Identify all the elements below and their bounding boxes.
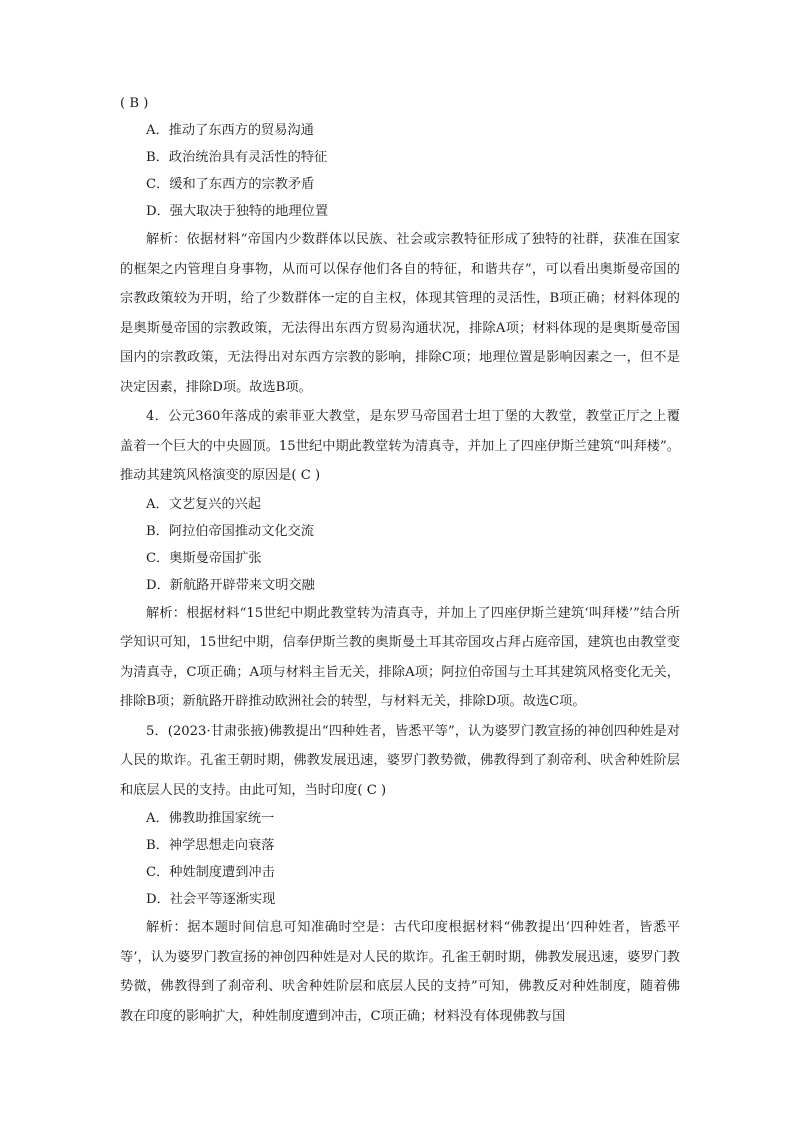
q4-option-a: A．文艺复兴的兴起: [146, 496, 262, 512]
q5-option-b: B．神学思想走向衰落: [146, 838, 275, 853]
q5-option-d: D．社会平等逐渐实现: [146, 892, 276, 907]
q5-stem: 5．(2023·甘肃张掖)佛教提出“四种姓者，皆悉平等”，认为婆罗门教宣扬的神创四种姓是对人民的欺诈。孔雀王朝时期，佛教发展迅速，婆罗门教势微，佛教得到了刹帝利、吠舍种姓阶层和底层人民的支持。由此可知，当时印度( C ): [120, 723, 680, 798]
q5-options: [120, 805, 680, 913]
q4-option-b: B．阿拉伯帝国推动文化交流: [146, 523, 314, 539]
q3-option-a: A．推动了东西方的贸易沟通: [146, 123, 314, 138]
q3-options: [120, 117, 680, 225]
q3-option-b: B．政治统治具有灵活性的特征: [146, 150, 328, 165]
q4-option-d: D．新航路开辟带来文明交融: [146, 577, 315, 593]
q3-analysis: 解析：依据材料“帝国内少数群体以民族、社会或宗教特征形成了独特的社群，获准在国家的框架之内管理自身事物，从而可以保存他们各自的特征，和谐共存”，可以看出奥斯曼帝国的宗教政策较为开明，给了少数群体一定的自主权，体现其管理的灵活性，B项正确；材料体现的是奥斯曼帝国的宗教政策，无法得出东西方贸易沟通状况，排除A项；材料体现的是奥斯曼帝国国内的宗教政策，无法得出对东西方宗教的影响，排除C项；地理位置是影响因素之一，但不是决定因素，排除D项。故选B项。: [120, 232, 680, 395]
q5-analysis: 解析：据本题时间信息可知准确时空是：古代印度根据材料“佛教提出‘四种姓者，皆悉平等’，认为婆罗门教宣扬的神创四种姓是对人民的欺诈。孔雀王朝时期，佛教发展迅速，婆罗门教势微，佛教得到了刹帝利、吠舍种姓阶层和底层人民的支持”可知，佛教反对种姓制度，随着佛教在印度的影响扩大，种姓制度遭到冲击，C项正确；材料没有体现佛教与国: [120, 920, 680, 1024]
document-page: [120, 90, 680, 1031]
q4-analysis: 解析：根据材料“15世纪中期此教堂转为清真寺，并加上了四座伊斯兰建筑‘叫拜楼’”结合所学知识可知，15世纪中期，信奉伊斯兰教的奥斯曼土耳其帝国攻占拜占庭帝国，建筑也由教堂变为清真寺，C项正确；A项与材料主旨无关，排除A项；阿拉伯帝国与土耳其建筑风格变化无关，排除B项；新航路开辟推动欧洲社会的转型，与材料无关，排除D项。故选C项。: [120, 605, 680, 709]
q4-options: [120, 491, 680, 599]
q4-stem: 4．公元360年落成的索菲亚大教堂，是东罗马帝国君士坦丁堡的大教堂，教堂正厅之上覆盖着一个巨大的中央圆顶。15世纪中期此教堂转为清真寺，并加上了四座伊斯兰建筑“叫拜楼”。推动其建筑风格演变的原因是( C ): [120, 409, 680, 483]
q5-option-a: A．佛教助推国家统一: [146, 811, 275, 826]
q3-answer-tail: ( B ): [120, 96, 149, 111]
q5-option-c: C．种姓制度遭到冲击: [146, 865, 275, 880]
q3-option-c: C．缓和了东西方的宗教矛盾: [146, 177, 315, 192]
q3-option-d: D．强大取决于独特的地理位置: [146, 204, 329, 219]
q4-option-c: C．奥斯曼帝国扩张: [146, 550, 262, 566]
